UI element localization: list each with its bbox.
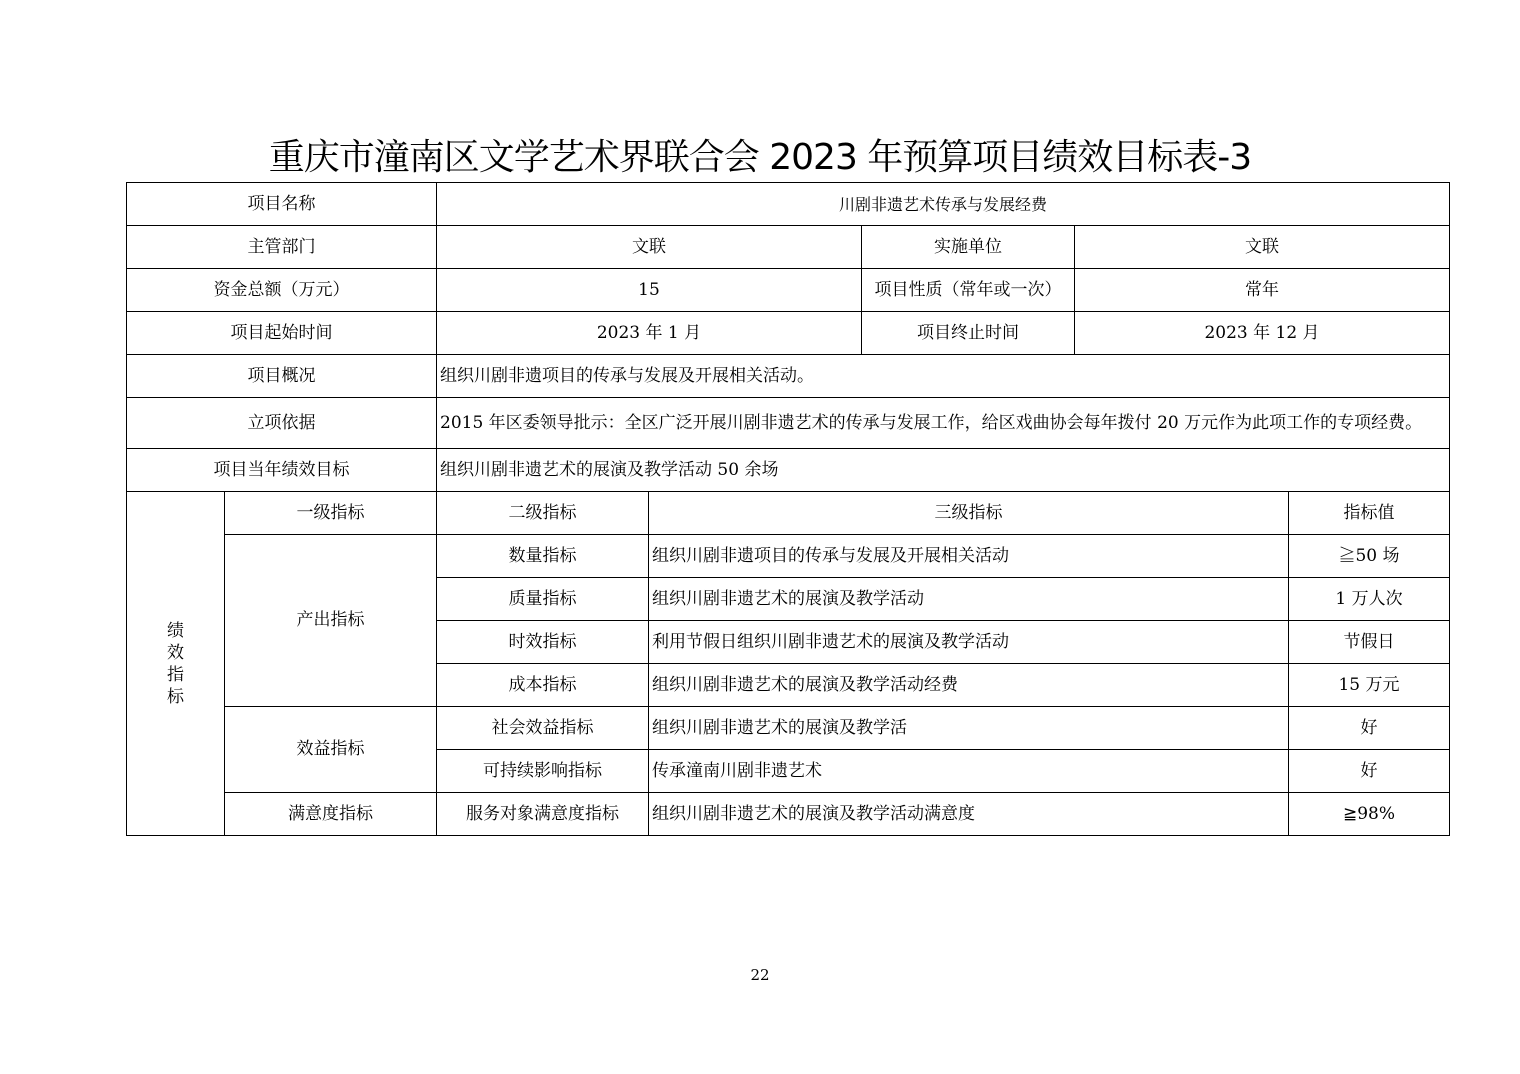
- dept-label: 主管部门: [127, 226, 437, 269]
- row-basis: [127, 398, 1450, 449]
- project-name-label: 项目名称: [127, 183, 437, 226]
- end-time-label: 项目终止时间: [862, 312, 1075, 355]
- level3-cell: 组织川剧非遗艺术的展演及教学活: [649, 707, 1289, 750]
- start-time-value: 2023 年 1 月: [437, 312, 862, 355]
- value-cell: 1 万人次: [1289, 578, 1450, 621]
- table-row: [127, 707, 1450, 750]
- level2-cell: 质量指标: [437, 578, 649, 621]
- performance-target-table: [126, 182, 1450, 836]
- level2-cell: 成本指标: [437, 664, 649, 707]
- table-row: [127, 793, 1450, 836]
- value-cell: 好: [1289, 707, 1450, 750]
- row-annual-goal: [127, 449, 1450, 492]
- level2-cell: 可持续影响指标: [437, 750, 649, 793]
- level1-benefit: 效益指标: [225, 707, 437, 793]
- level3-cell: 组织川剧非遗艺术的展演及教学活动: [649, 578, 1289, 621]
- indicator-section-text: 绩效指标: [167, 620, 184, 707]
- impl-unit-value: 文联: [1075, 226, 1450, 269]
- value-cell: 节假日: [1289, 621, 1450, 664]
- row-overview: [127, 355, 1450, 398]
- header-value: 指标值: [1289, 492, 1450, 535]
- basis-label: 立项依据: [127, 398, 437, 449]
- basis-value: 2015 年区委领导批示：全区广泛开展川剧非遗艺术的传承与发展工作，给区戏曲协会每年拨付 20 万元作为此项工作的专项经费。: [437, 398, 1450, 449]
- level3-cell: 传承潼南川剧非遗艺术: [649, 750, 1289, 793]
- row-fund: [127, 269, 1450, 312]
- project-name-value: 川剧非遗艺术传承与发展经费: [437, 183, 1450, 226]
- level2-cell: 数量指标: [437, 535, 649, 578]
- level3-cell: 组织川剧非遗艺术的展演及教学活动经费: [649, 664, 1289, 707]
- header-level1: 一级指标: [225, 492, 437, 535]
- document-title: 重庆市潼南区文学艺术界联合会 2023 年预算项目绩效目标表-3: [268, 137, 1252, 178]
- impl-unit-label: 实施单位: [862, 226, 1075, 269]
- level2-cell: 社会效益指标: [437, 707, 649, 750]
- header-level2: 二级指标: [437, 492, 649, 535]
- overview-value: 组织川剧非遗项目的传承与发展及开展相关活动。: [437, 355, 1450, 398]
- level3-cell: 组织川剧非遗艺术的展演及教学活动满意度: [649, 793, 1289, 836]
- level2-cell: 时效指标: [437, 621, 649, 664]
- nature-value: 常年: [1075, 269, 1450, 312]
- value-cell: ≧50 场: [1289, 535, 1450, 578]
- goal-value: 组织川剧非遗艺术的展演及教学活动 50 余场: [437, 449, 1450, 492]
- fund-value: 15: [437, 269, 862, 312]
- row-time: [127, 312, 1450, 355]
- value-cell: 好: [1289, 750, 1450, 793]
- nature-label: 项目性质（常年或一次）: [862, 269, 1075, 312]
- level2-cell: 服务对象满意度指标: [437, 793, 649, 836]
- indicator-header-row: [127, 492, 1450, 535]
- goal-label: 项目当年绩效目标: [127, 449, 437, 492]
- level3-cell: 组织川剧非遗项目的传承与发展及开展相关活动: [649, 535, 1289, 578]
- row-project-name: [127, 183, 1450, 226]
- dept-value: 文联: [437, 226, 862, 269]
- row-department: [127, 226, 1450, 269]
- fund-label: 资金总额（万元）: [127, 269, 437, 312]
- level1-satisfaction: 满意度指标: [225, 793, 437, 836]
- level1-output: 产出指标: [225, 535, 437, 707]
- end-time-value: 2023 年 12 月: [1075, 312, 1450, 355]
- table-row: [127, 535, 1450, 578]
- start-time-label: 项目起始时间: [127, 312, 437, 355]
- value-cell: 15 万元: [1289, 664, 1450, 707]
- value-cell: ≧98%: [1289, 793, 1450, 836]
- level3-cell: 利用节假日组织川剧非遗艺术的展演及教学活动: [649, 621, 1289, 664]
- indicator-section-label: [127, 492, 225, 836]
- overview-label: 项目概况: [127, 355, 437, 398]
- page-number: 22: [750, 966, 770, 984]
- header-level3: 三级指标: [649, 492, 1289, 535]
